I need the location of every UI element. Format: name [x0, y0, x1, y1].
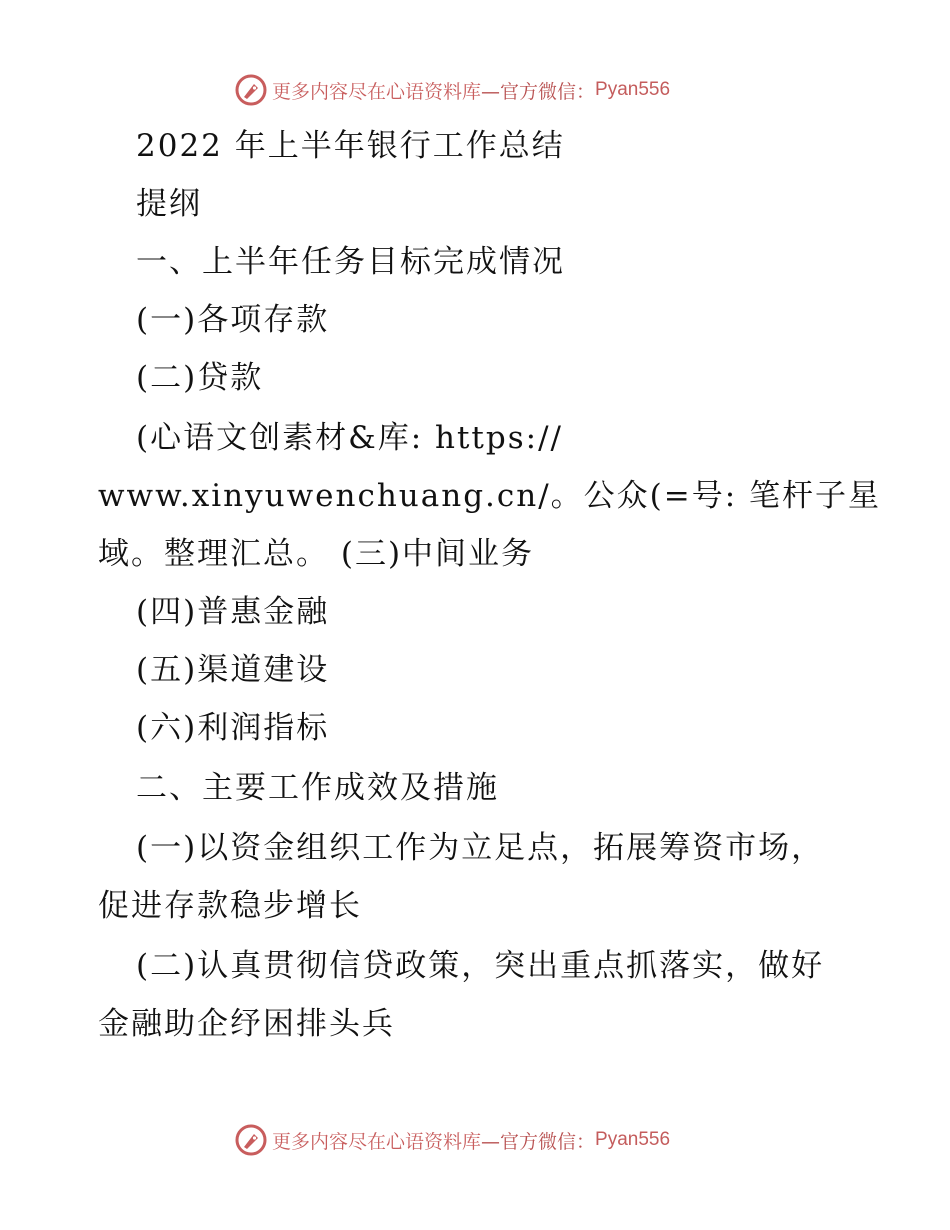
inserted-note-line: 域。整理汇总。 (三)中间业务 — [98, 536, 535, 572]
document-title: 2022 年上半年银行工作总结 — [136, 128, 565, 164]
list-item: (四)普惠金融 — [136, 594, 330, 630]
pen-nib-circle-icon — [234, 73, 268, 107]
list-item: (二)贷款 — [136, 360, 264, 396]
list-item: (五)渠道建设 — [136, 652, 330, 688]
list-item: (二)认真贯彻信贷政策，突出重点抓落实，做好 — [136, 948, 825, 984]
list-item: (六)利润指标 — [136, 710, 330, 746]
pen-nib-circle-icon — [234, 1123, 268, 1157]
list-item-continuation: 金融助企纾困排头兵 — [98, 1006, 395, 1042]
inserted-note-line: www.xinyuwenchuang.cn/。公众(=号: 笔杆子星 — [98, 478, 882, 514]
watermark-text: 更多内容尽在心语资料库 — [272, 1130, 482, 1153]
list-item: (一)各项存款 — [136, 302, 330, 338]
watermark-wechat-id: Pyan556 — [595, 1129, 671, 1150]
outline-heading: 提纲 — [136, 186, 202, 222]
list-item-continuation: 促进存款稳步增长 — [98, 888, 362, 924]
section-heading-2: 二、主要工作成效及措施 — [136, 770, 499, 806]
watermark-wechat-id: Pyan556 — [595, 79, 671, 100]
section-heading-1: 一、上半年任务目标完成情况 — [136, 244, 565, 280]
watermark-text: 更多内容尽在心语资料库 — [272, 80, 482, 103]
watermark-header — [234, 72, 670, 108]
inserted-note-line: (心语文创素材&库: https:// — [136, 420, 563, 456]
watermark-separator: —官方微信： — [481, 1130, 596, 1153]
list-item: (一)以资金组织工作为立足点，拓展筹资市场， — [136, 830, 825, 866]
watermark-footer — [234, 1122, 670, 1158]
watermark-separator: —官方微信： — [481, 80, 596, 103]
